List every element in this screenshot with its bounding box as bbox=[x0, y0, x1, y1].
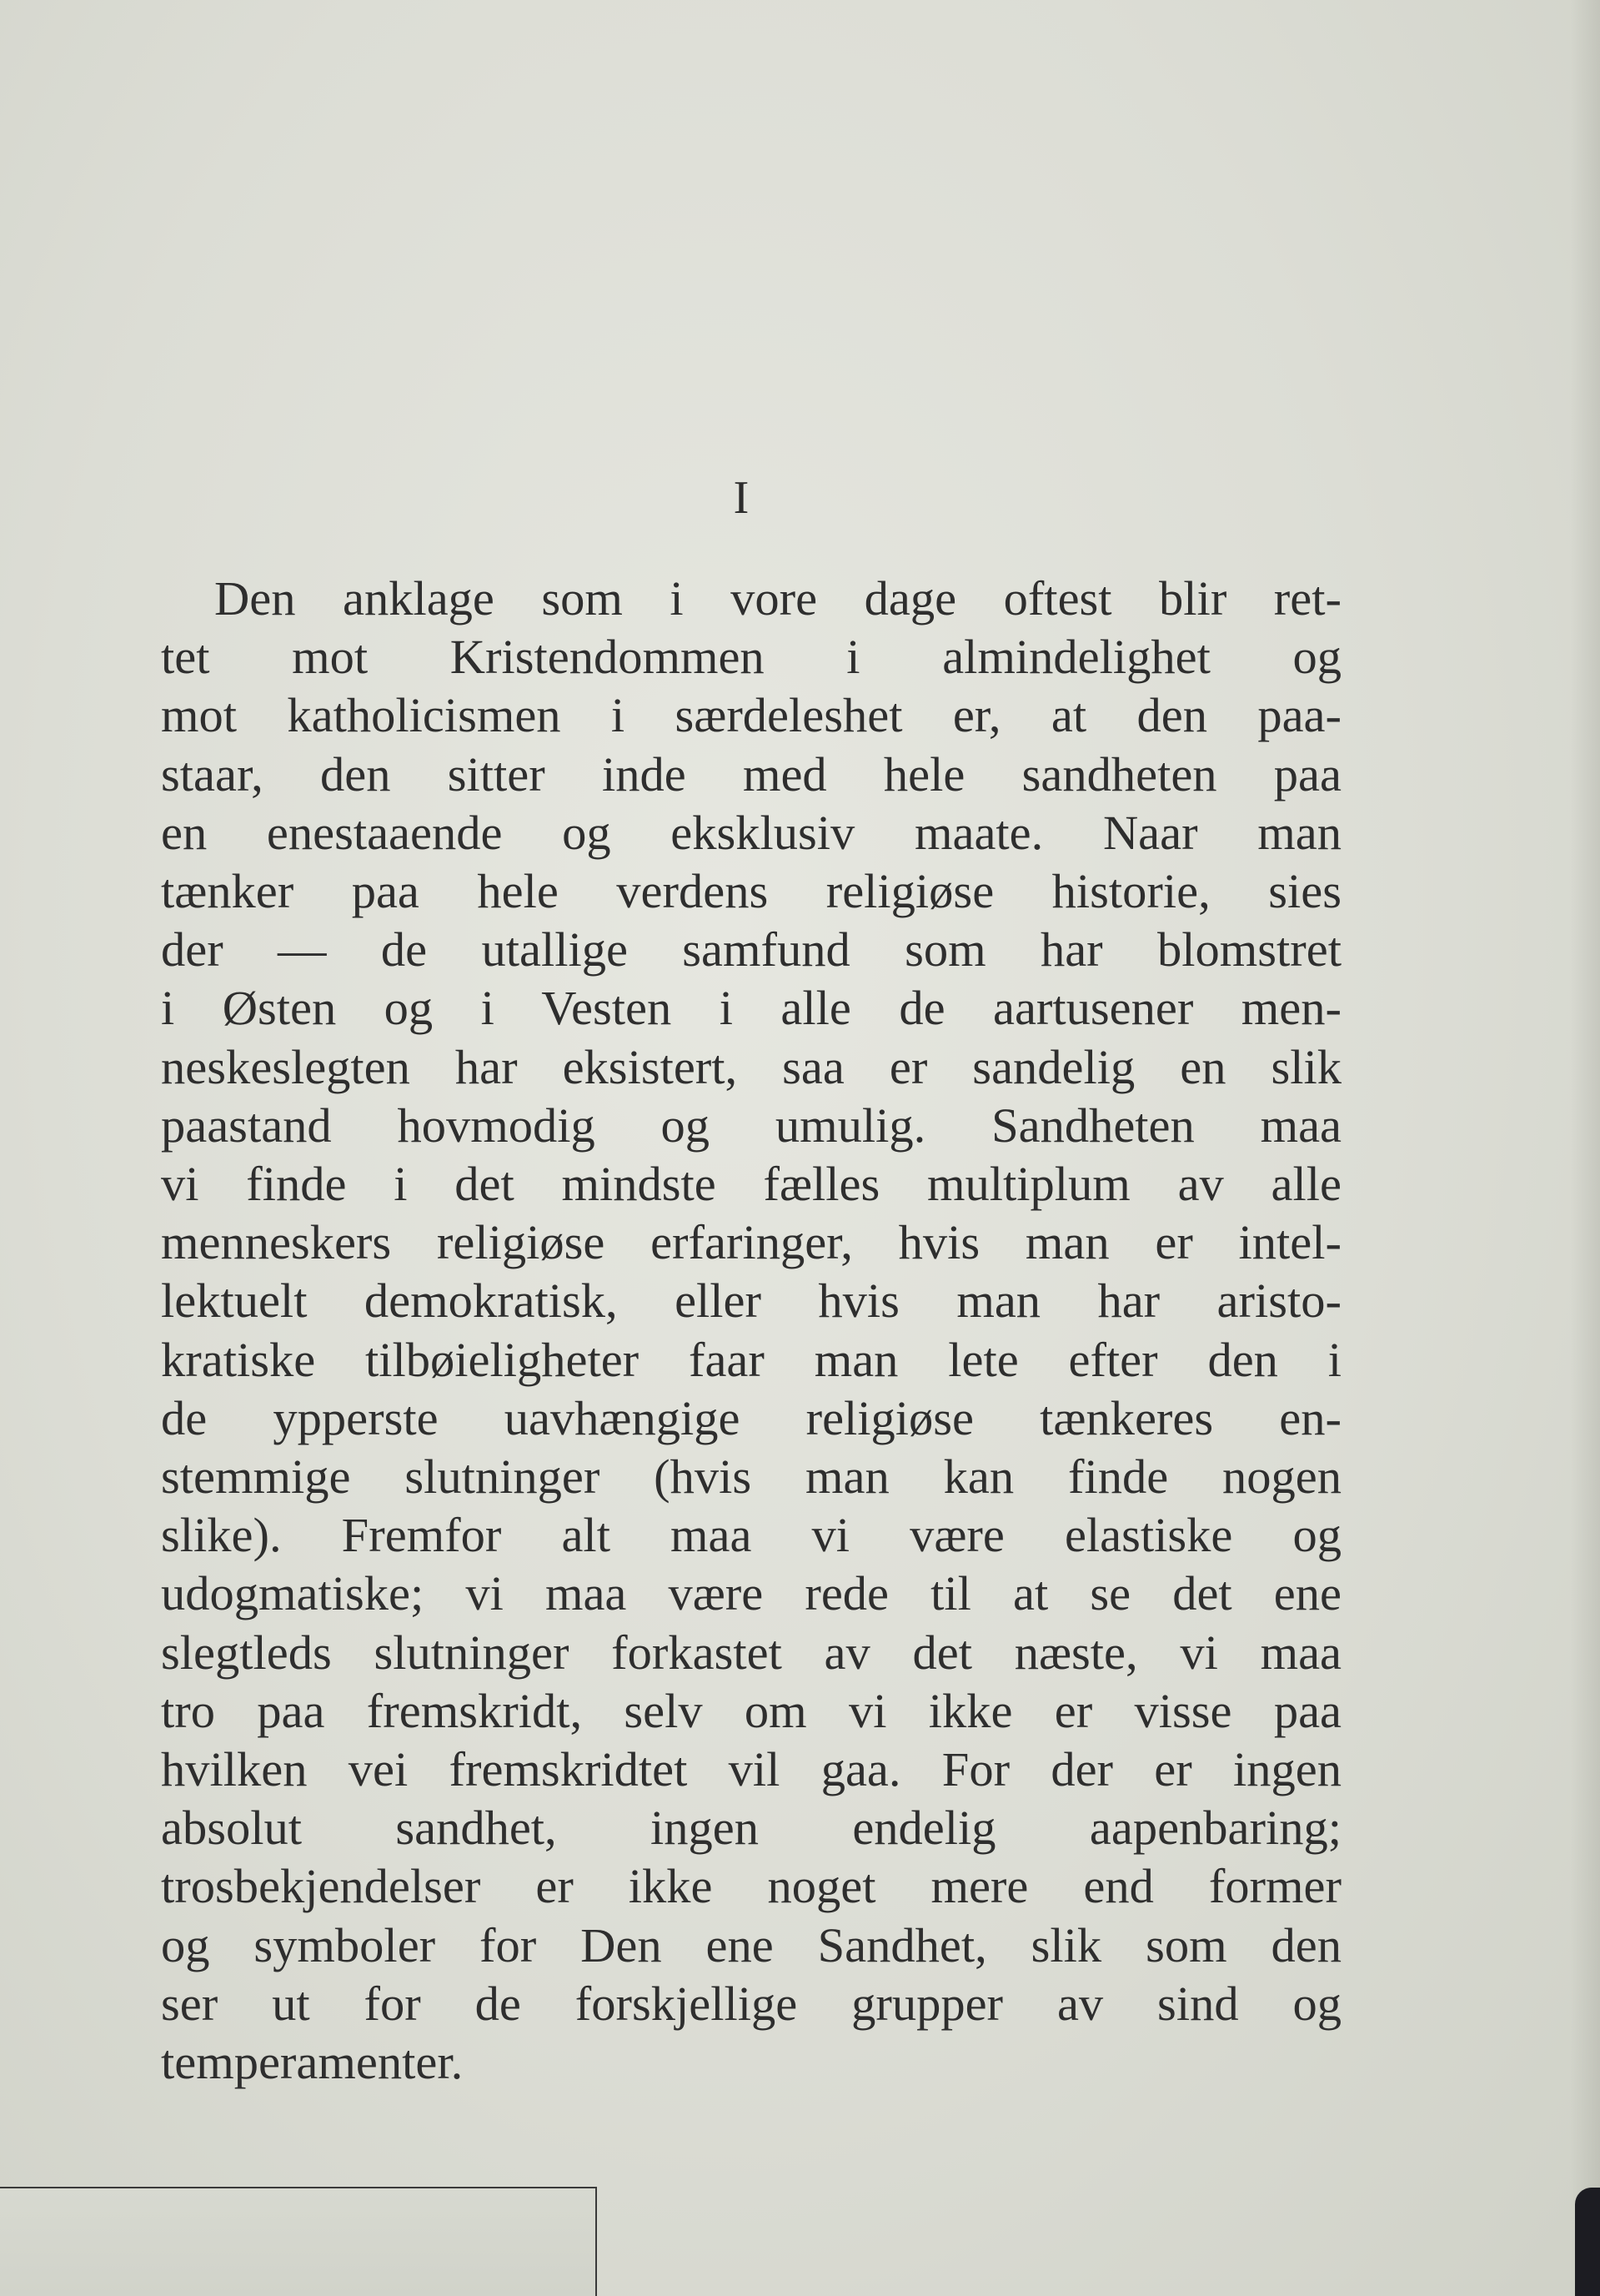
text-line: staar, den sitter inde med hele sandheten paa bbox=[161, 746, 1342, 801]
text-line: tro paa fremskridt, selv om vi ikke er visse paa bbox=[161, 1683, 1342, 1738]
text-line: ser ut for de forskjellige grupper av sind og bbox=[161, 1976, 1342, 2031]
text-line: en enestaaende og eksklusiv maate. Naar man bbox=[161, 805, 1342, 860]
text-line: paastand hovmodig og umulig. Sandheten maa bbox=[161, 1098, 1342, 1153]
text-line: udogmatiske; vi maa være rede til at se det ene bbox=[161, 1566, 1342, 1621]
text-line: menneskers religiøse erfaringer, hvis man er intel- bbox=[161, 1215, 1342, 1270]
text-line: tænker paa hele verdens religiøse historie, sies bbox=[161, 864, 1342, 919]
text-line: temperamenter. bbox=[161, 2035, 464, 2090]
text-line: absolut sandhet, ingen endelig aapenbaring; bbox=[161, 1801, 1342, 1856]
text-line: og symboler for Den ene Sandhet, slik som den bbox=[161, 1917, 1342, 1972]
text-line: tet mot Kristendommen i almindelighet og bbox=[161, 630, 1342, 685]
text-line: de ypperste uavhængige religiøse tænkeres en- bbox=[161, 1390, 1342, 1445]
text-line: vi finde i det mindste fælles multiplum av alle bbox=[161, 1157, 1342, 1212]
text-line: slike). Fremfor alt maa vi være elastiske og bbox=[161, 1508, 1342, 1563]
chapter-heading: I bbox=[733, 472, 751, 524]
library-label-box bbox=[0, 2187, 597, 2296]
paragraph bbox=[161, 570, 1342, 2092]
text-line: kratiske tilbøieligheter faar man lete efter den i bbox=[161, 1332, 1342, 1387]
text-line: stemmige slutninger (hvis man kan finde nogen bbox=[161, 1449, 1342, 1505]
text-line: i Østen og i Vesten i alle de aartusener men- bbox=[161, 981, 1342, 1036]
text-line: lektuelt demokratisk, eller hvis man har aristo- bbox=[161, 1274, 1342, 1329]
text-line: der — de utallige samfund som har blomstret bbox=[161, 922, 1342, 977]
text-line: slegtleds slutninger forkastet av det næste, vi maa bbox=[161, 1625, 1342, 1680]
text-line: mot katholicismen i særdeleshet er, at den paa- bbox=[161, 688, 1342, 743]
text-line: Den anklage som i vore dage oftest blir ret- bbox=[214, 571, 1342, 625]
text-line: trosbekjendelser er ikke noget mere end former bbox=[161, 1859, 1342, 1914]
page-corner-mark bbox=[1575, 2188, 1600, 2296]
text-line: hvilken vei fremskridtet vil gaa. For der er ingen bbox=[161, 1742, 1342, 1797]
text-line: neskeslegten har eksistert, saa er sandelig en slik bbox=[161, 1039, 1342, 1094]
page-edge-shadow bbox=[1570, 0, 1600, 2296]
